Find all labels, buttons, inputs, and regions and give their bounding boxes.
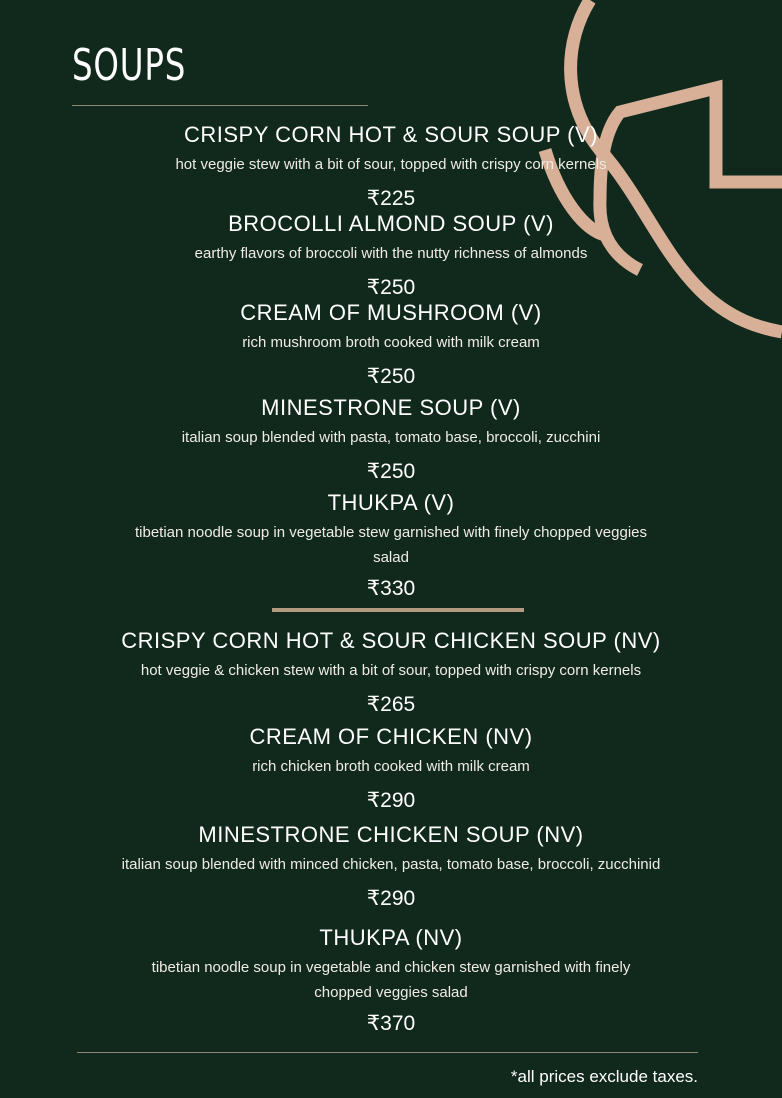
item-description: earthy flavors of broccoli with the nutty richness of almonds bbox=[194, 245, 588, 262]
item-name: MINESTRONE CHICKEN SOUP (NV) bbox=[198, 822, 584, 847]
menu-item bbox=[0, 395, 782, 485]
item-price: ₹290 bbox=[366, 887, 416, 910]
item-price: ₹250 bbox=[366, 365, 416, 388]
item-description: italian soup blended with pasta, tomato base, broccoli, zucchini bbox=[181, 429, 601, 446]
item-description: italian soup blended with minced chicken, pasta, tomato base, broccoli, zucchinid bbox=[121, 856, 661, 873]
footer-divider bbox=[77, 1052, 698, 1053]
item-name: MINESTRONE SOUP (V) bbox=[261, 395, 521, 420]
item-price: ₹265 bbox=[366, 693, 416, 716]
item-name: CREAM OF CHICKEN (NV) bbox=[249, 724, 533, 749]
item-name: CRISPY CORN HOT & SOUR CHICKEN SOUP (NV) bbox=[121, 628, 661, 653]
item-description: tibetian noodle soup in vegetable and chicken stew garnished with finely bbox=[151, 959, 631, 976]
item-name: CRISPY CORN HOT & SOUR SOUP (V) bbox=[183, 122, 598, 147]
section-divider bbox=[272, 608, 524, 612]
item-description-continued: chopped veggies salad bbox=[314, 984, 468, 1001]
item-description: tibetian noodle soup in vegetable stew garnished with finely chopped veggies bbox=[134, 524, 647, 541]
title-divider bbox=[72, 105, 368, 106]
item-name: THUKPA (NV) bbox=[319, 925, 463, 950]
menu-item bbox=[0, 925, 782, 1037]
menu-item bbox=[0, 822, 782, 912]
item-name: CREAM OF MUSHROOM (V) bbox=[240, 300, 542, 325]
item-description-continued: salad bbox=[373, 549, 409, 566]
item-price: ₹330 bbox=[366, 577, 416, 600]
menu-item bbox=[0, 628, 782, 718]
item-name: THUKPA (V) bbox=[327, 490, 455, 515]
menu-item bbox=[0, 724, 782, 814]
item-price: ₹290 bbox=[366, 789, 416, 812]
item-price: ₹225 bbox=[366, 187, 416, 210]
item-price: ₹250 bbox=[366, 276, 416, 299]
item-description: hot veggie stew with a bit of sour, topped with crispy corn kernels bbox=[175, 156, 607, 173]
menu-item bbox=[0, 490, 782, 602]
item-description: hot veggie & chicken stew with a bit of sour, topped with crispy corn kernels bbox=[140, 662, 642, 679]
tax-footnote: *all prices exclude taxes. bbox=[510, 1067, 698, 1086]
menu-item bbox=[0, 122, 782, 212]
menu-item bbox=[0, 300, 782, 390]
item-name: BROCOLLI ALMOND SOUP (V) bbox=[228, 211, 554, 236]
item-price: ₹250 bbox=[366, 460, 416, 483]
menu-item bbox=[0, 211, 782, 301]
item-price: ₹370 bbox=[366, 1012, 416, 1035]
item-description: rich chicken broth cooked with milk cream bbox=[252, 758, 530, 775]
page-title: SOUPS bbox=[72, 40, 187, 91]
item-description: rich mushroom broth cooked with milk cream bbox=[242, 334, 540, 351]
